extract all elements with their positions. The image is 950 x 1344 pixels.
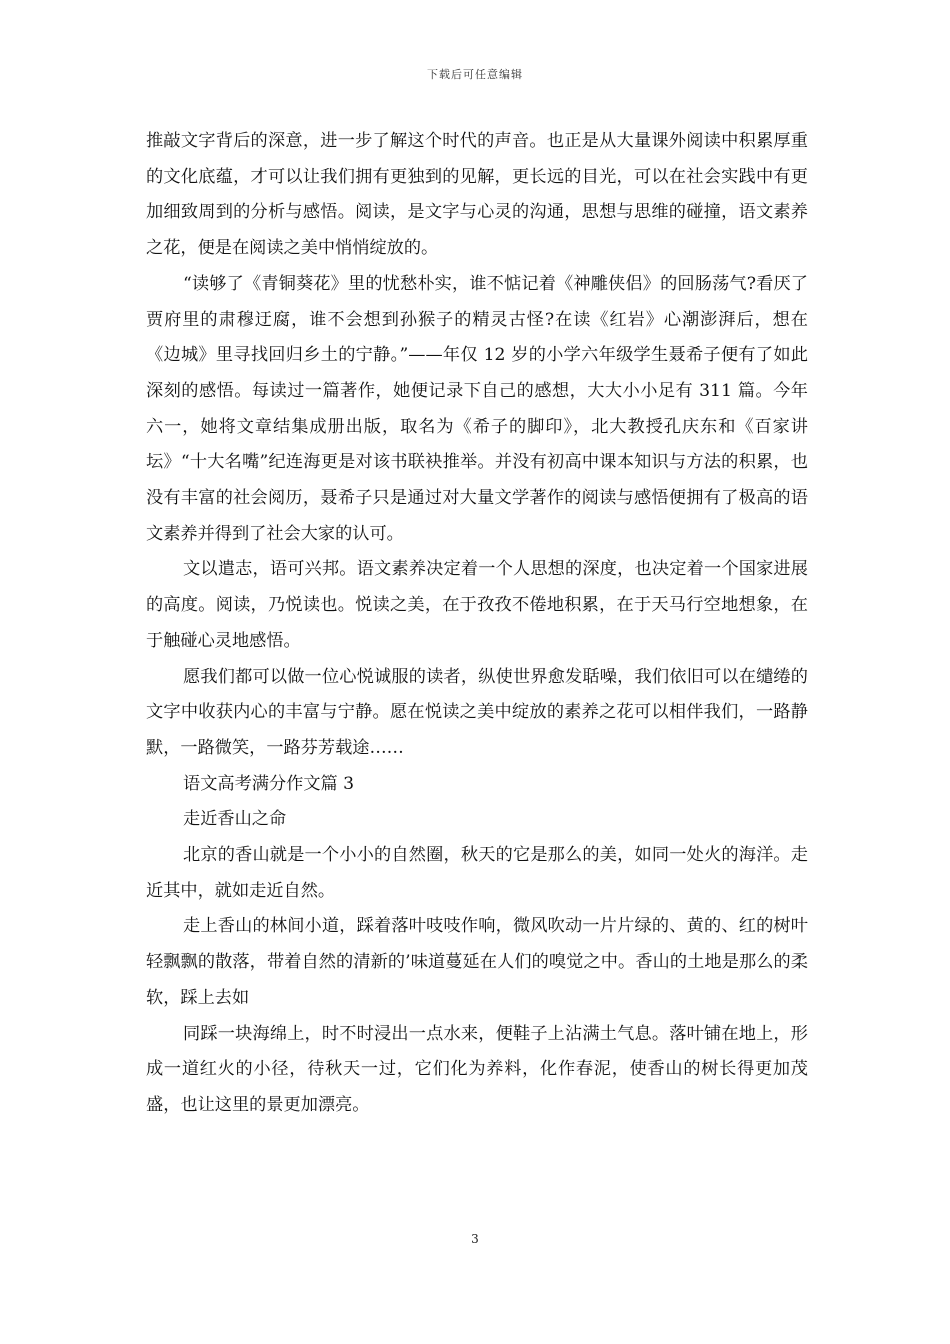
document-body — [146, 124, 808, 1124]
paragraph: 走上香山的林间小道，踩着落叶吱吱作响，微风吹动一片片绿的、黄的、红的树叶轻飘飘的散落，带着自然的清新的’味道蔓延在人们的嗅觉之中。香山的土地是那么的柔软，踩上去如 — [146, 916, 808, 1008]
paragraph: 北京的香山就是一个小小的自然圈，秋天的它是那么的美，如同一处火的海洋。走近其中，就如走近自然。 — [146, 845, 808, 901]
page-number: 3 — [471, 1232, 479, 1246]
essay-title: 走近香山之命 — [183, 809, 287, 830]
essay-heading: 语文高考满分作文篇 3 — [183, 773, 355, 794]
paragraph: 文以遣志，语可兴邦。语文素养决定着一个人思想的深度，也决定着一个国家进展的高度。阅读，乃悦读也。悦读之美，在于孜孜不倦地积累，在于天马行空地想象，在于触碰心灵地感悟。 — [146, 559, 808, 651]
paragraph: 同踩一块海绵上，时不时浸出一点水来，便鞋子上沾满土气息。落叶铺在地上，形成一道红火的小径，待秋天一过，它们化为养料，化作春泥，使香山的树长得更加茂盛，也让这里的景更加漂亮。 — [146, 1023, 808, 1115]
paragraph: 推敲文字背后的深意，进一步了解这个时代的声音。也正是从大量课外阅读中积累厚重的文化底蕴，才可以让我们拥有更独到的见解，更长远的目光，可以在社会实践中有更加细致周到的分析与感悟。阅读，是文字与心灵的沟通，思想与思维的碰撞，语文素养之花，便是在阅读之美中悄悄绽放的。 — [146, 131, 808, 259]
page-header: 下载后可任意编辑 — [427, 68, 523, 81]
paragraph: 愿我们都可以做一位心悦诚服的读者，纵使世界愈发聒噪，我们依旧可以在缱绻的文字中收获内心的丰富与宁静。愿在悦读之美中绽放的素养之花可以相伴我们，一路静默，一路微笑，一路芬芳载途…… — [146, 666, 808, 758]
paragraph: “读够了《青铜葵花》里的忧愁朴实，谁不惦记着《神雕侠侣》的回肠荡气?看厌了贾府里的肃穆迂腐，谁不会想到孙猴子的精灵古怪?在读《红岩》心潮澎湃后，想在《边城》里寻找回归乡土的宁静。”——年仅 12 岁的小学六年级学生聂希子便有了如此深刻的感悟。每读过一篇著作，她便记录下自己的感想，大大小小足有 311 篇。今年六一，她将文章结集成册出版，取名为《希子的脚印》，北大教授孔庆东和《百家讲坛》“十大名嘴”纪连海更是对该书联袂推举。并没有初高中课本知识与方法的积累，也没有丰富的社会阅历，聂希子只是通过对大量文学著作的阅读与感悟便拥有了极高的语文素养并得到了社会大家的认可。 — [146, 273, 808, 544]
